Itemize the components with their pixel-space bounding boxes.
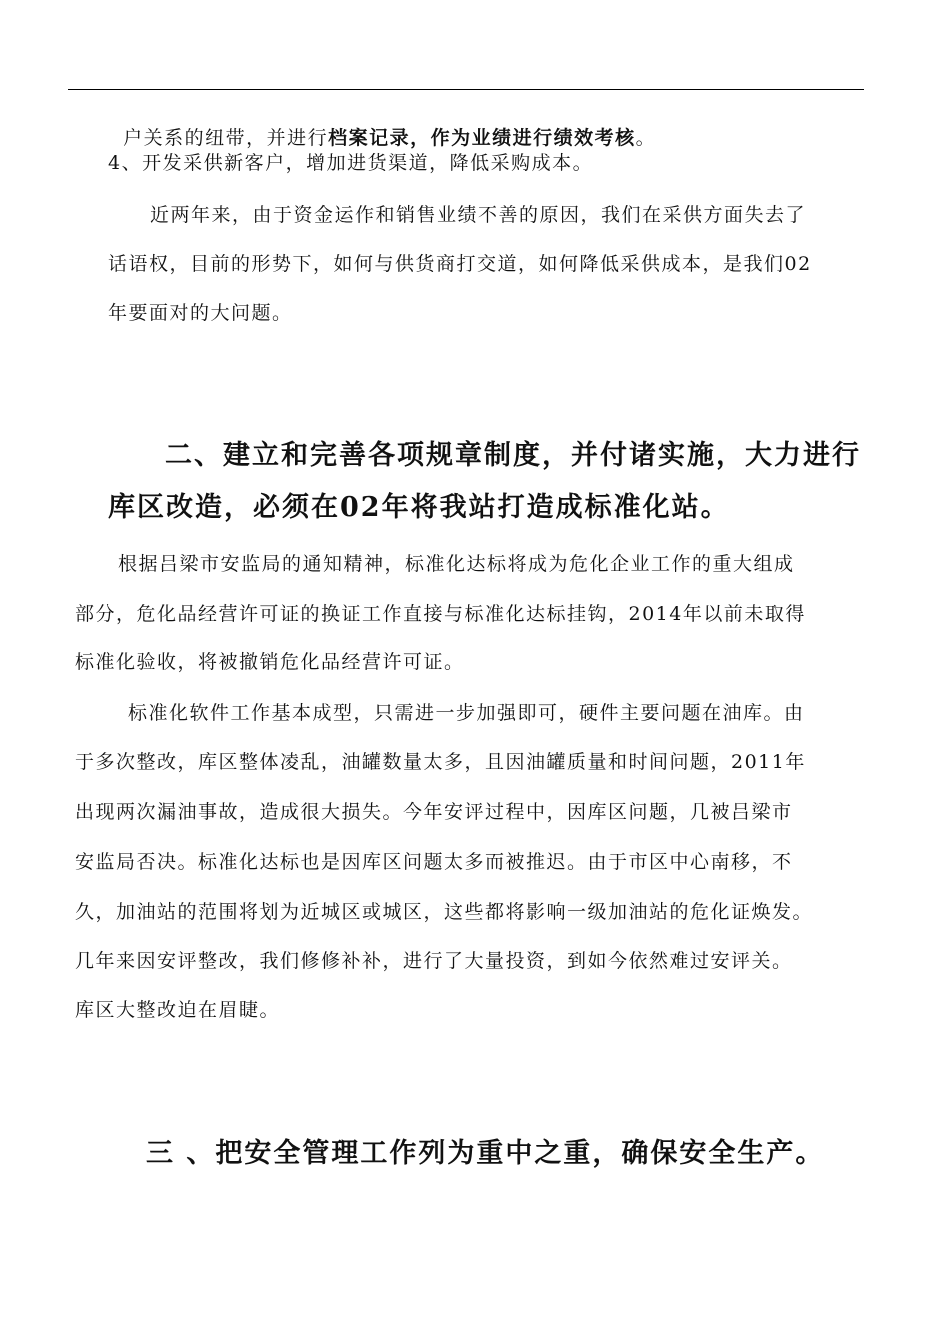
paragraph-line: 几年来因安评整改，我们修修补补，进行了大量投资，到如今依然难过安评关。 [75,950,793,972]
list-item-4: 4、开发采供新客户，增加进货渠道，降低采购成本。 [108,152,594,174]
section-heading-3: 三 、把安全管理工作列为重中之重，确保安全生产。 [146,1138,825,1169]
paragraph-line: 标准化软件工作基本成型，只需进一步加强即可，硬件主要问题在油库。由 [128,702,805,724]
paragraph-line: 久，加油站的范围将划为近城区或城区，这些都将影响一级加油站的危化证焕发。 [75,901,814,923]
paragraph-line: 话语权，目前的形势下，如何与供货商打交道，如何降低采供成本，是我们02 [108,253,812,275]
paragraph-line: 出现两次漏油事故，造成很大损失。今年安评过程中，因库区问题，几被吕梁市 [75,801,793,823]
paragraph-line: 年要面对的大问题。 [108,302,293,324]
paragraph-line: 库区大整改迫在眉睫。 [75,999,281,1021]
paragraph-line: 部分，危化品经营许可证的换证工作直接与标准化达标挂钩，2014年以前未取得 [75,603,806,625]
paragraph-line: 标准化验收，将被撤销危化品经营许可证。 [75,651,465,673]
paragraph-line: 安监局否决。标准化达标也是因库区问题太多而被推迟。由于市区中心南移，不 [75,851,793,873]
text-normal: 户关系的纽带，并进行 [123,127,329,149]
text-bold-emphasis: 档案记录，作为业绩进行绩效考核 [328,127,636,149]
header-rule [68,89,864,90]
text-period: 。 [635,127,657,149]
paragraph-line: 根据吕梁市安监局的通知精神，标准化达标将成为危化企业工作的重大组成 [118,553,795,575]
section-heading-2-line2: 库区改造，必须在02年将我站打造成标准化站。 [108,492,730,523]
text-line-customer-relations [108,102,656,150]
section-heading-2-line1: 二、建立和完善各项规章制度，并付诸实施，大力进行 [165,440,861,471]
paragraph-line: 于多次整改，库区整体凌乱，油罐数量太多，且因油罐质量和时间问题，2011年 [75,751,806,773]
paragraph-line: 近两年来，由于资金运作和销售业绩不善的原因，我们在采供方面失去了 [150,204,807,226]
